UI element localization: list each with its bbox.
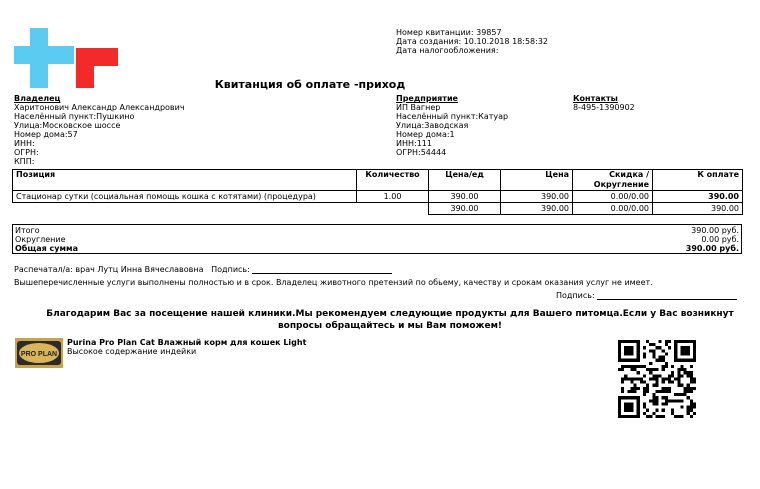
product-image bbox=[15, 338, 63, 368]
product-description: Высокое содержание индейки bbox=[67, 347, 197, 356]
cell-price: 390.00 bbox=[429, 191, 501, 203]
rounding-label: Округление bbox=[15, 235, 66, 244]
company-ogrn: ОГРН:54444 bbox=[396, 148, 447, 157]
owner-block bbox=[14, 94, 185, 166]
contacts-heading: Контакты bbox=[573, 94, 618, 103]
subtotal-discount: 0.00/0.00 bbox=[573, 203, 653, 215]
sum-row bbox=[15, 244, 739, 253]
sign-label: Подпись: bbox=[211, 265, 250, 274]
cell-to-pay: 390.00 bbox=[653, 191, 743, 203]
owner-kpp: КПП: bbox=[14, 157, 35, 166]
rounding-value: 0.00 руб. bbox=[701, 235, 739, 244]
table-subtotal-row bbox=[13, 203, 743, 215]
total-value: 390.00 руб. bbox=[691, 226, 739, 235]
logo-cross-red-horizontal bbox=[76, 48, 118, 66]
company-locality: Населённый пункт:Катуар bbox=[396, 112, 509, 121]
owner-name: Харитонович Александр Александрович bbox=[14, 103, 185, 112]
owner-ogrn: ОГРН: bbox=[14, 148, 39, 157]
owner-house: Номер дома:57 bbox=[14, 130, 78, 139]
printed-by-line bbox=[14, 265, 392, 274]
subtotal-to-pay: 390.00 bbox=[653, 203, 743, 215]
rounding-row bbox=[15, 235, 739, 244]
subtotal-price: 390.00 bbox=[429, 203, 501, 215]
company-heading: Предприятие bbox=[396, 94, 458, 103]
header-amount: Цена bbox=[501, 170, 573, 191]
subtotal-amount: 390.00 bbox=[501, 203, 573, 215]
receipt-created: Дата создания: 10.10.2018 18:58:32 bbox=[396, 37, 548, 46]
header-discount-line1: Скидка / bbox=[609, 170, 649, 179]
receipt-tax-date: Дата налогообложения: bbox=[396, 46, 499, 55]
receipt-title: Квитанция об оплате -приход bbox=[214, 78, 406, 91]
header-price: Цена/ед bbox=[429, 170, 501, 191]
company-name: ИП Вагнер bbox=[396, 103, 441, 112]
owner-locality: Населённый пункт:Пушкино bbox=[14, 112, 135, 121]
header-discount bbox=[573, 170, 653, 191]
thanks-message: Благодарим Вас за посещение нашей клиники.Мы рекомендуем следующие продукты для Вашего питомца.Если у Вас возникнут вопросы обращайтесь и мы Вам поможем! bbox=[46, 309, 734, 331]
sum-label: Общая сумма bbox=[15, 244, 78, 253]
sum-value: 390.00 руб. bbox=[685, 244, 739, 253]
subtotal-empty bbox=[13, 203, 357, 215]
owner-street: Улица:Московское шоссе bbox=[14, 121, 121, 130]
receipt-number: Номер квитанции: 39857 bbox=[396, 28, 502, 37]
company-inn: ИНН:111 bbox=[396, 139, 432, 148]
sign-label-2: Подпись: bbox=[556, 291, 595, 300]
qr-code bbox=[618, 340, 696, 418]
company-block bbox=[396, 94, 508, 157]
company-house: Номер дома:1 bbox=[396, 130, 455, 139]
company-street: Улица:Заводская bbox=[396, 121, 469, 130]
contacts-phone: 8-495-1390902 bbox=[573, 103, 635, 112]
owner-heading: Владелец bbox=[14, 94, 61, 103]
logo-cross-blue-horizontal bbox=[14, 46, 74, 64]
signature-line-2 bbox=[597, 299, 737, 300]
contacts-block bbox=[573, 94, 635, 112]
header-discount-line2: Округление bbox=[593, 180, 649, 189]
totals-box bbox=[12, 224, 742, 254]
items-table bbox=[12, 169, 743, 215]
receipt-meta bbox=[396, 28, 548, 55]
cell-qty: 1.00 bbox=[357, 191, 429, 203]
cell-position: Стационар сутки (социальная помощь кошка с котятами) (процедура) bbox=[13, 191, 357, 203]
services-note: Вышеперечисленные услуги выполнены полностью и в срок. Владелец животного претензий по обьему, качеству и срокам оказания услуг не имеет. bbox=[14, 278, 653, 287]
product-name: Purina Pro Plan Cat Влажный корм для кошек Light bbox=[67, 338, 307, 347]
signature-line bbox=[252, 273, 392, 274]
header-to-pay: К оплате bbox=[653, 170, 743, 191]
product-image-label: PRO PLAN bbox=[20, 351, 58, 358]
table-row bbox=[13, 191, 743, 203]
total-row bbox=[15, 226, 739, 235]
owner-inn: ИНН: bbox=[14, 139, 35, 148]
owner-signature-line bbox=[556, 291, 737, 300]
subtotal-empty-qty bbox=[357, 203, 429, 215]
printed-by: Распечатал/а: врач Лутц Инна Вячеславовна bbox=[14, 265, 204, 274]
header-qty: Количество bbox=[357, 170, 429, 191]
table-header-row bbox=[13, 170, 743, 191]
total-label: Итого bbox=[15, 226, 40, 235]
header-position: Позиция bbox=[13, 170, 357, 191]
cell-discount: 0.00/0.00 bbox=[573, 191, 653, 203]
cell-amount: 390.00 bbox=[501, 191, 573, 203]
